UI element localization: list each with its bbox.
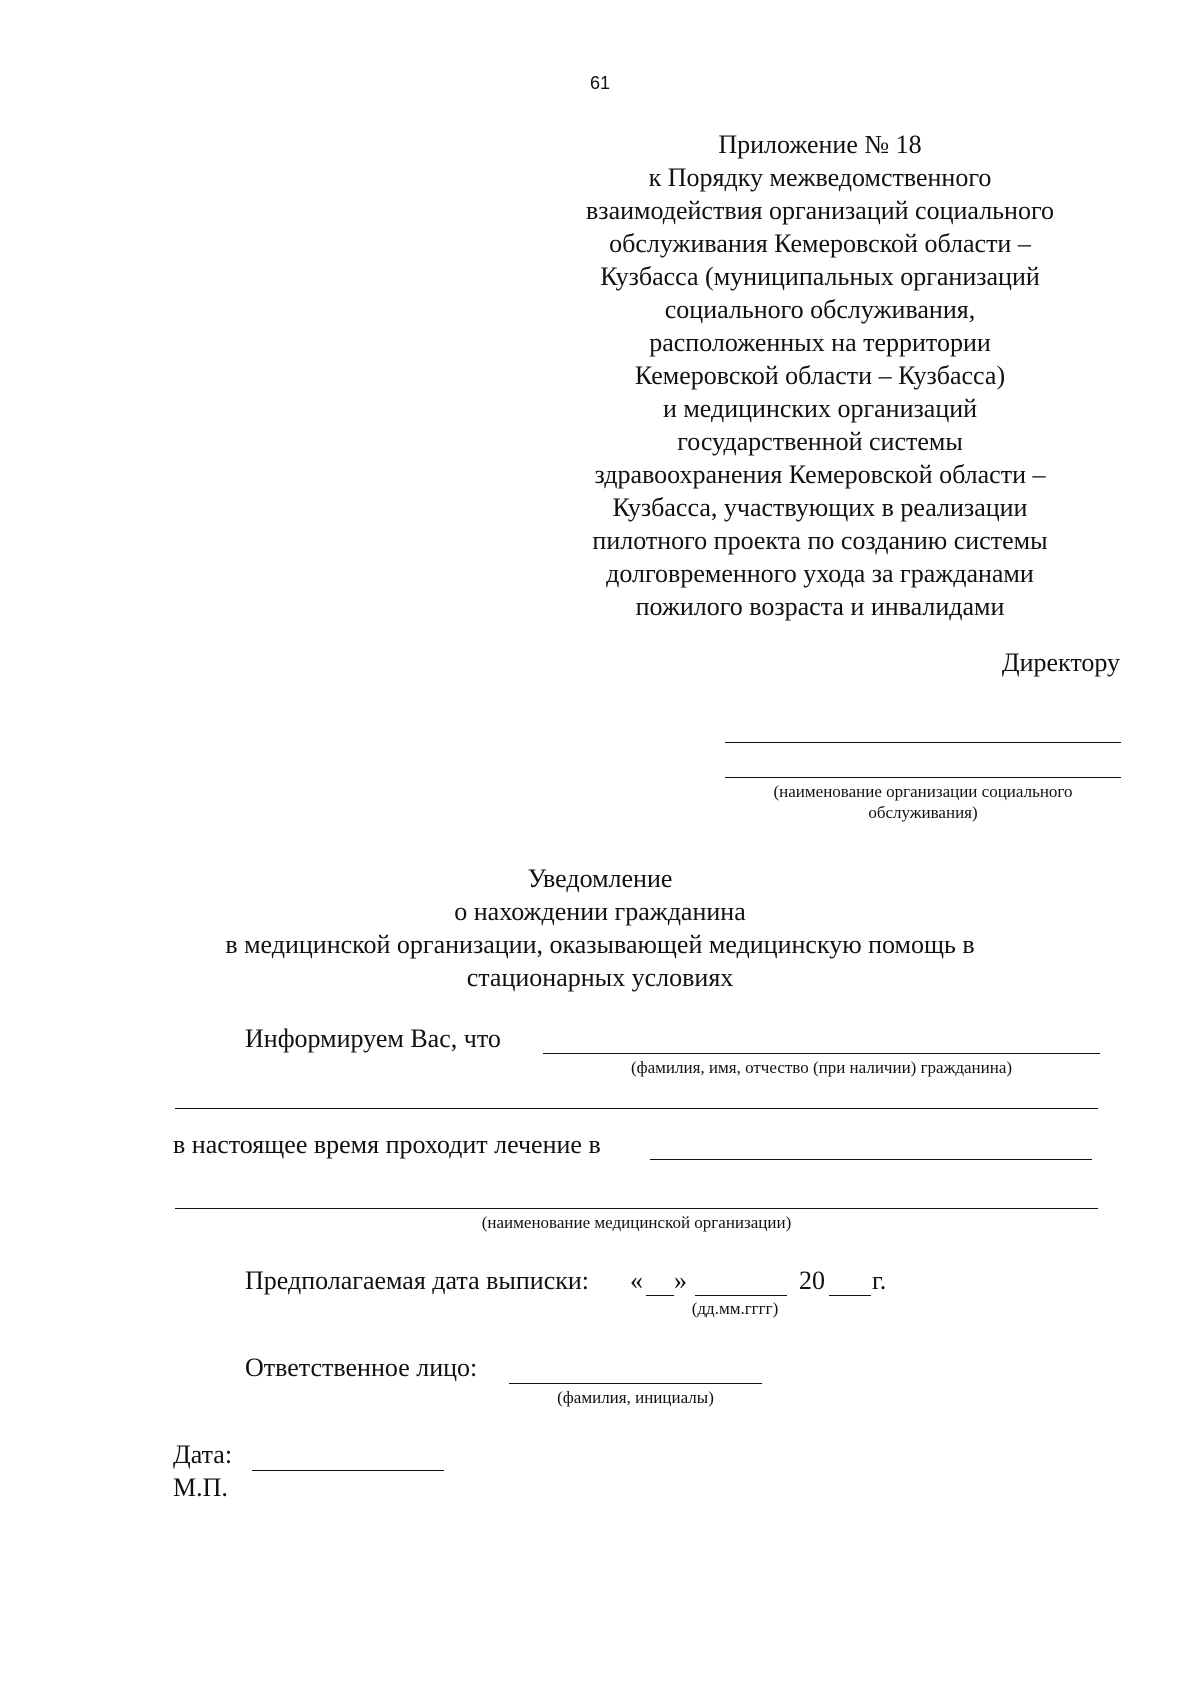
title-line: Уведомление [527,864,673,893]
citizen-name-caption: (фамилия, имя, отчество (при наличии) гражданина) [630,1058,1013,1077]
appendix-line: государственной системы [677,427,963,456]
appendix-header [560,128,1080,623]
appendix-line: к Порядку межведомственного [648,163,992,192]
addressee-caption-line: (наименование организации социального [773,782,1073,801]
citizen-name-field-continued[interactable] [175,1108,1098,1109]
appendix-line: Кузбасса, участвующих в реализации [612,493,1028,522]
discharge-date-caption: (дд.мм.гггг) [691,1299,779,1318]
appendix-line: обслуживания Кемеровской области – [609,229,1031,258]
discharge-day-field[interactable] [646,1295,674,1296]
appendix-line: долговременного ухода за гражданами [606,559,1034,588]
appendix-line: Кемеровской области – Кузбасса) [634,361,1006,390]
addressee-caption-line: обслуживания) [868,803,978,822]
addressee-blank-line-2[interactable] [725,777,1121,778]
responsible-caption: (фамилия, инициалы) [557,1388,714,1407]
appendix-line: и медицинских организаций [662,394,978,423]
appendix-line: расположенных на территории [649,328,991,357]
seal-label: М.П. [173,1473,228,1502]
appendix-line: пожилого возраста и инвалидами [635,592,1005,621]
citizen-name-field[interactable] [543,1053,1100,1054]
page-number: 61 [589,73,611,93]
responsible-field[interactable] [509,1383,762,1384]
title-line: о нахождении гражданина [454,897,746,926]
addressee-blank-line-1[interactable] [725,742,1121,743]
title-line: стационарных условиях [466,963,734,992]
date-label: Дата: [173,1440,233,1469]
title-line: в медицинской организации, оказывающей медицинскую помощь в [225,930,975,959]
discharge-label: Предполагаемая дата выписки: [245,1266,590,1295]
medical-org-caption: (наименование медицинской организации) [481,1213,792,1232]
addressee-caption [725,781,1121,823]
discharge-year-prefix: 20 [799,1266,825,1295]
appendix-line: Приложение № 18 [718,130,922,159]
document-title [0,862,1200,994]
addressee-label: Директору [1001,648,1120,677]
appendix-line: Кузбасса (муниципальных организаций [600,262,1040,291]
appendix-line: здравоохранения Кемеровской области – [594,460,1046,489]
responsible-label: Ответственное лицо: [245,1353,478,1382]
treatment-field[interactable] [650,1159,1092,1160]
treatment-label: в настоящее время проходит лечение в [173,1130,601,1159]
discharge-month-field[interactable] [695,1295,787,1296]
appendix-line: пилотного проекта по созданию системы [592,526,1048,555]
discharge-close-quote: » [674,1266,687,1295]
date-field[interactable] [252,1470,444,1471]
discharge-year-field[interactable] [829,1295,871,1296]
appendix-line: социального обслуживания, [664,295,976,324]
medical-org-field[interactable] [175,1208,1098,1209]
discharge-year-suffix: г. [872,1266,887,1295]
appendix-line: взаимодействия организаций социального [586,196,1054,225]
discharge-open-quote: « [630,1266,643,1295]
inform-label: Информируем Вас, что [245,1024,501,1053]
